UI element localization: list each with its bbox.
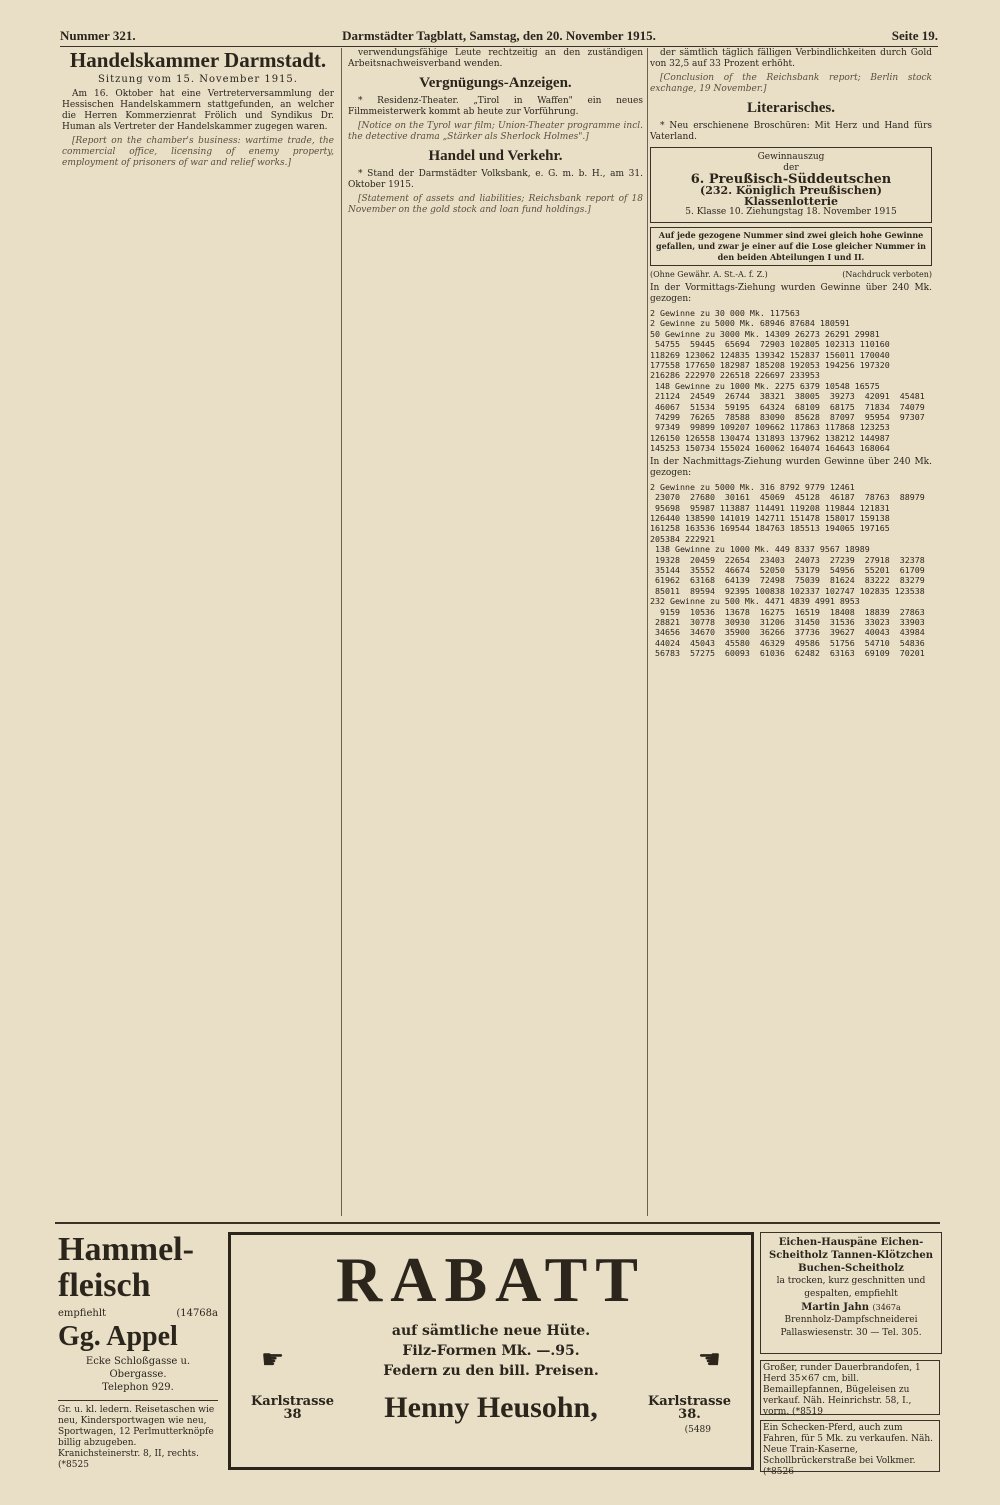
article-summary: [Notice on the Tyrol war film; Union-Theater programme incl. the detective drama „Stärker als Sherlock Holmes".]: [348, 121, 643, 142]
article-carryover: verwendungsfähige Leute rechtzeitig an den zuständigen Arbeitsnachweisverband wenden.: [348, 48, 643, 69]
ad-hammelfleisch: [58, 1231, 218, 1470]
article-summary: [Conclusion of the Reichsbank report; Berlin stock exchange, 19 November.]: [650, 73, 932, 94]
ad-ref: (5489: [684, 1425, 711, 1435]
article-paragraph: * Residenz-Theater. „Tirol in Waffen" ein neues Filmmeisterwerk kommt ab heute zur Vorführung.: [348, 96, 643, 117]
ad-line: Federn zu den bill. Preisen.: [383, 1363, 599, 1379]
lottery-disclaimer: (Ohne Gewähr. A. St.-A. f. Z.): [650, 270, 768, 279]
column-1: [62, 48, 334, 1216]
ad-ref: (3467a: [872, 1303, 901, 1312]
column-3: [650, 48, 932, 1216]
ad-ref: (14768a: [176, 1308, 218, 1319]
lottery-line: 5. Klasse 10. Ziehungstag 18. November 1915: [685, 207, 897, 217]
ad-merchant-name: Gg. Appel: [58, 1321, 178, 1352]
masthead: Darmstädter Tagblatt, Samstag, den 20. November 1915.: [342, 28, 656, 43]
section-title: Literarisches.: [747, 100, 835, 116]
ad-merchant-name: Martin Jahn: [801, 1302, 869, 1313]
lottery-line: der: [783, 163, 799, 173]
ad-house-number: 38: [283, 1407, 302, 1422]
ad-title: RABATT: [336, 1244, 646, 1315]
ad-title: Hammel-: [58, 1231, 194, 1268]
lottery-copyright: (Nachdruck verboten): [842, 270, 932, 279]
page-number: Seite 19.: [891, 28, 938, 43]
ad-title: fleisch: [58, 1267, 151, 1304]
column-divider: [647, 48, 648, 1216]
lottery-morning-head: In der Vormittags-Ziehung wurden Gewinne über 240 Mk. gezogen:: [650, 283, 932, 304]
lottery-line: (232. Königlich Preußischen) Klassenlotterie: [700, 184, 882, 208]
ad-street: Karlstrasse: [251, 1394, 335, 1409]
lottery-heading: [650, 147, 932, 223]
ad-house-number: 38.: [678, 1407, 701, 1422]
issue-number: Nummer 321.: [60, 28, 136, 43]
section-title: Vergnügungs-Anzeigen.: [419, 75, 572, 91]
page-header: [60, 28, 938, 46]
small-ad: Gr. u. kl. ledern. Reisetaschen wie neu, Kindersportwagen wie neu, Sportwagen, 12 Perlmutterknöpfe billig abzugeben. Kranichsteinerstr. 8, II, rechts. (*8525: [58, 1400, 218, 1471]
ad-address: Pallaswiesenstr. 30 — Tel. 305.: [780, 1328, 922, 1338]
ad-address: Ecke Schloßgasse u. Obergasse.: [85, 1356, 191, 1380]
ads-rule: [55, 1222, 940, 1224]
article-summary: [Report on the chamber's business: wartime trade, the commercial office, licensing of enemy property, employment of prisoners of war and relief works.]: [62, 136, 334, 168]
lottery-afternoon-head: In der Nachmittags-Ziehung wurden Gewinne über 240 Mk. gezogen:: [650, 456, 932, 478]
lottery-note: Auf jede gezogene Nummer sind zwei gleich hohe Gewinne gefallen, und zwar je einer auf die Lose gleicher Nummer in den beiden Abteilungen I und II.: [650, 227, 932, 266]
ad-title: Eichen-Hauspäne Eichen-Scheitholz Tannen-Klötzchen Buchen-Scheitholz: [769, 1237, 933, 1274]
ad-text: empfiehlt: [58, 1308, 107, 1319]
article-paragraph: * Stand der Darmstädter Volksbank, e. G. m. b. H., am 31. Oktober 1915.: [348, 169, 643, 190]
pointing-hand-icon: ☚: [697, 1345, 721, 1375]
ad-phone: Telephon 929.: [102, 1382, 174, 1393]
header-rule: [60, 46, 938, 47]
lottery-afternoon-numbers: 2 Gewinne zu 5000 Mk. 316 8792 9779 12461 23070 27680 30161 45069 45128 46187 78763 88979 95698 95987 113887 114491 119208 119844 121831 126440 138590 141019 142711 151478 158017 159138 161258 163536 169544 184763 185513 194065 197165 205384 222921 138 Gewinne zu 1000 Mk. 449 8337 9567 18989 19328 20459 22654 23403 24073 27239 27918 32378 35144 35552 46674 52050 53179 54956 55201 61709 61962 63168 64139 72498 75039 81624 83222 83279 85011 89594 92395 100838 102337 102747 102835 123538 232 Gewinne zu 500 Mk. 4471 4839 4991 8953 9159 10536 13678 16275 16519 18408 18839 27863 28821 30778 30930 31206 31450 31536 33023 33903 34656 34670 35900 36266 37736 39627 40043 43984 44024 45043 45580 46329 49586 51756 54710 54836 56783 57275 60093 61036 62482 63163 69109 70201: [650, 481, 925, 659]
lottery-line: 6. Preußisch-Süddeutschen: [690, 172, 892, 187]
column-2: [348, 48, 643, 1216]
section-title: Handel und Verkehr.: [428, 148, 563, 164]
ad-line: Filz-Formen Mk. —.95.: [402, 1343, 580, 1359]
ad-text: la trocken, kurz geschnitten und gespalten, empfiehlt: [776, 1276, 926, 1299]
article-carryover: der sämtlich täglich fälligen Verbindlichkeiten durch Gold von 32,5 auf 33 Prozent erhöht.: [650, 48, 932, 69]
ad-brennholz: [760, 1232, 942, 1354]
ad-text: Brennholz-Dampfschneiderei: [784, 1315, 918, 1325]
ad-rabatt: [228, 1232, 754, 1470]
article-summary: [Statement of assets and liabilities; Reichsbank report of 18 November on the gold stock and loan fund holdings.]: [348, 194, 643, 215]
pointing-hand-icon: ☛: [261, 1345, 285, 1375]
column-divider: [341, 48, 342, 1216]
article-paragraph: * Neu erschienene Broschüren: Mit Herz und Hand fürs Vaterland.: [650, 121, 932, 142]
ad-line: auf sämtliche neue Hüte.: [391, 1323, 591, 1339]
ad-merchant-name: Henny Heusohn,: [384, 1391, 598, 1424]
ad-street: Karlstrasse: [647, 1394, 731, 1409]
lottery-morning-numbers: 2 Gewinne zu 30 000 Mk. 117563 2 Gewinne zu 5000 Mk. 68946 87684 180591 50 Gewinne zu 3000 Mk. 14309 26273 26291 29981 54755 59445 65694 72903 102805 102313 110160 118269 123062 124835 139342 152837 156011 170040 177558 177650 182987 185208 192053 194256 197320 216286 222970 226518 226697 233953 148 Gewinne zu 1000 Mk. 2275 6379 10548 16575 21124 24549 26744 38321 38005 39273 42091 45481 46067 51534 59195 64324 68109 68175 71834 74079 74299 76265 78588 83090 85628 87097 95954 97307 97349 99899 109207 109662 117863 117868 123253 126150 126558 130474 131893 137962 138212 144987 145253 150734 155024 160062 164074 164643 168064: [650, 308, 925, 454]
article-subtitle: Sitzung vom 15. November 1915.: [98, 74, 298, 85]
small-ad: Ein Schecken-Pferd, auch zum Fahren, für 5 Mk. zu verkaufen. Näh. Neue Train-Kaserne, Schollbrückerstraße bei Volkmer. (*8526: [760, 1420, 940, 1472]
small-ad: Großer, runder Dauerbrandofen, 1 Herd 35×67 cm, bill. Bemaillepfannen, Bügeleisen zu verkauf. Näh. Heinrichstr. 58, I., vorm. (*8519: [760, 1360, 940, 1415]
lottery-label: Gewinnauszug: [757, 152, 825, 162]
article-paragraph: Am 16. Oktober hat eine Vertreterversammlung der Hessischen Handelskammern stattgefunden, an welcher die Herren Kommerzienrat Frölich und Syndikus Dr. Human als Vertreter der Handelskammer zugegen waren.: [62, 89, 334, 132]
article-title: Handelskammer Darmstadt.: [69, 48, 327, 72]
